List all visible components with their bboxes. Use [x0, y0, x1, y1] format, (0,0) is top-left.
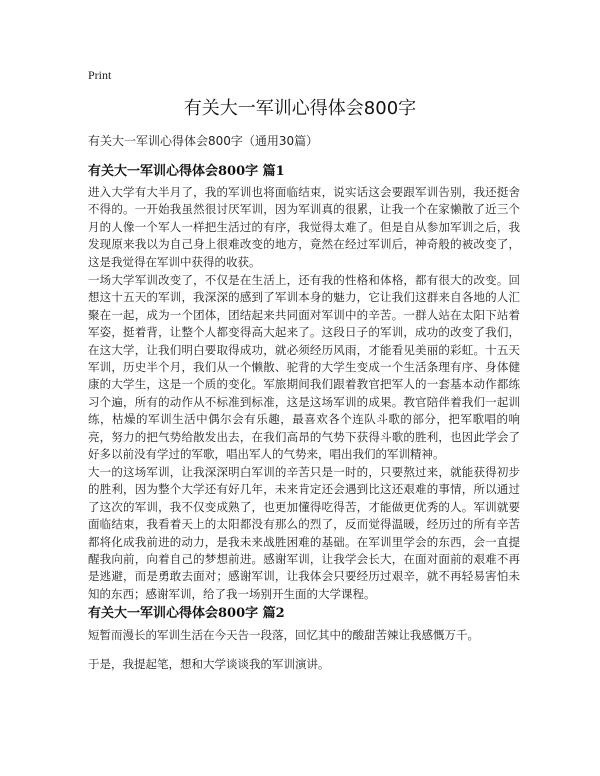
paragraph: 一场大学军训改变了，不仅是在生活上，还有我的性格和体格，都有很大的改变。回想这十五天的军训，我深深的感到了军训本身的魅力，它让我们这群来自各地的人汇聚在一起，成为一个团体，团结起来共同面对军训中的辛苦。一群人站在太阳下站着军姿，挺着背，让整个人都变得高大起来了。这段日子的军训，成功的改变了我们，在这大学，让我们明白要取得成功，就必须经历风雨，才能看见美丽的彩虹。十五天军训，历史半个月，我们从一个懒散、驼背的大学生变成一个生活条理有序、身体健康的大学生，这是一个质的变化。军旅期间我们跟着教官把军人的一套基本动作都练习个遍，所有的动作从不标准到标准，这是这场军训的成果。教官陪伴着我们一起训练，枯燥的军训生活中偶尔会有乐趣，最喜欢各个连队斗歌的部分，把军歌唱的响亮，努力的把气势给散发出去，在我们高昂的气势下获得斗歌的胜利，也因此学会了好多以前没有学过的军歌，唱出军人的气势来，唱出我们的军训精神。 — [88, 273, 520, 462]
document-subtitle: 有关大一军训心得体会800字（通用30篇） — [88, 134, 319, 148]
print-link[interactable]: Print — [88, 68, 112, 82]
paragraph: 进入大学有大半月了，我的军训也将面临结束，说实话这会要跟军训告别，我还挺舍不得的。一开始我虽然很讨厌军训，因为军训真的很累，让我一个在家懒散了近三个月的人像一个军人一样把生活过的有序，我觉得太难了。但是自从参加军训之后，我发现原来我以为自己身上很难改变的地方，竟然在经过军训后，神奇般的被改变了，这是我觉得在军训中获得的收获。 — [88, 185, 520, 269]
section-heading-1: 有关大一军训心得体会800字 篇1 — [88, 164, 285, 179]
section-heading-2: 有关大一军训心得体会800字 篇2 — [88, 606, 285, 621]
paragraph: 大一的这场军训，让我深深明白军训的辛苦只是一时的，只要熬过来，就能获得初步的胜利，因为整个大学还有好几年，未来肯定还会遇到比这还艰难的事情，所以通过了这次的军训，我不仅变成熟了，也更加懂得吃得苦，才能做更优秀的人。军训就要面临结束，我看着天上的太阳都没有那么的烈了，反而觉得温暖，经历过的所有辛苦都将化成我前进的动力，是我未来战胜困难的基础。在军训里学会的东西，会一直提醒我向前，向着自己的梦想前进。感谢军训，让我学会长大，在面对面前的艰难不再是逃避，而是勇敢去面对；感谢军训，让我体会只要经历过艰辛，就不再轻易害怕未知的东西；感谢军训，给了我一场别开生面的大学课程。 — [88, 465, 520, 601]
paragraph: 短暂而漫长的军训生活在今天告一段落，回忆其中的酸甜苦辣让我感慨万千。 — [88, 628, 479, 642]
document-title: 有关大一军训心得体会800字 — [183, 98, 417, 119]
paragraph: 于是，我提起笔，想和大学谈谈我的军训演讲。 — [88, 657, 330, 671]
